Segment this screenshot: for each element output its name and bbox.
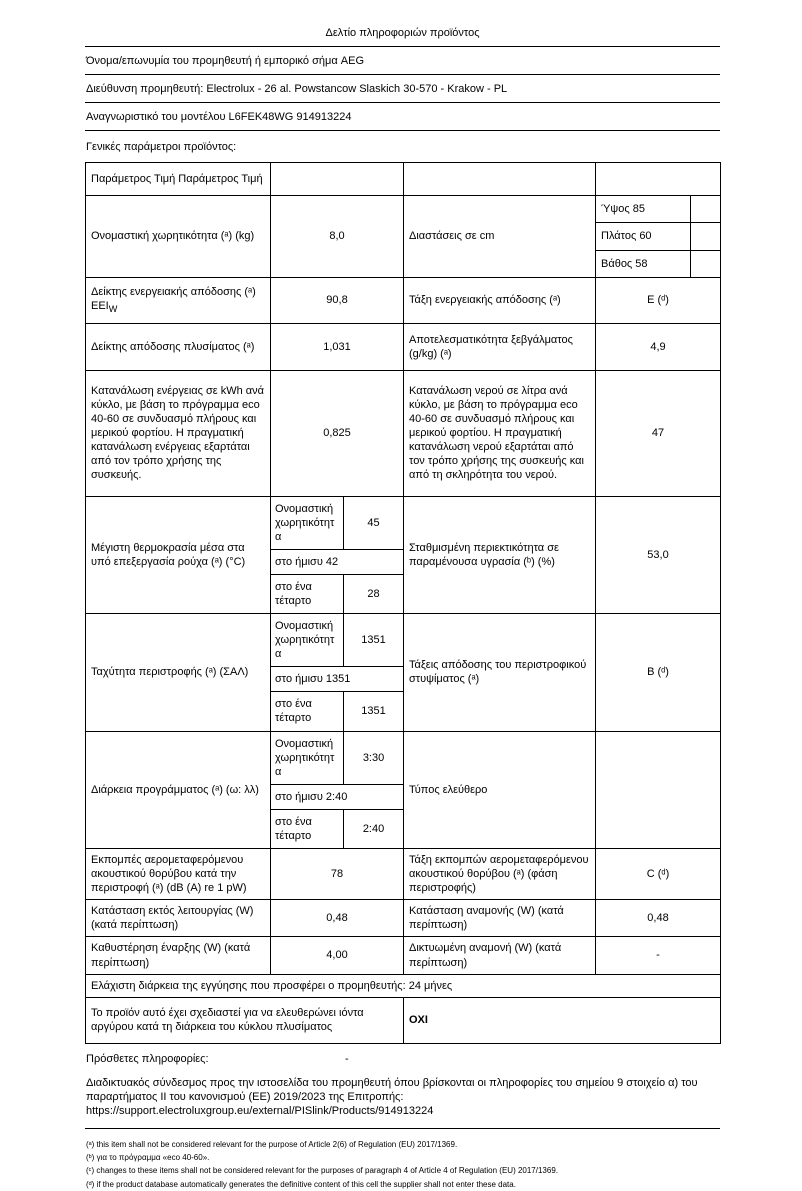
- type-value: ελεύθερο: [442, 783, 488, 796]
- sub-value: 2:40: [325, 790, 348, 803]
- param-label: Το προϊόν αυτό έχει σχεδιαστεί για να ελευθερώνει ιόντα αργύρου κατά τη διάρκεια του κύκλου πλυσίματος: [86, 997, 404, 1043]
- param-label: Μέγιστη θερμοκρασία μέσα στα υπό επεξεργασία ρούχα (ᵃ) (°C): [86, 496, 271, 613]
- dimension-value: 60: [639, 230, 652, 243]
- sub-value: 3:30: [362, 751, 385, 764]
- general-parameters-heading: Γενικές παράμετροι προϊόντος:: [86, 141, 237, 154]
- sub-value: 45: [367, 516, 380, 529]
- weblink-label: Διαδικτυακός σύνδεσμος προς την ιστοσελίδα του προμηθευτή όπου βρίσκονται οι πληροφορίες του σημείου 9 στοιχείο α) του παραρτήματος II του κανονισμού (ΕΕ) 2019/2023 της Επιτροπής:: [86, 1076, 698, 1103]
- parameters-table: [85, 162, 721, 1043]
- param-value: C (ᵈ): [596, 849, 721, 900]
- dimension-label: Ύψος: [601, 203, 630, 216]
- param-value: 90,8: [271, 277, 404, 323]
- subtable-row: [271, 732, 403, 785]
- type-label: Τύπος: [409, 783, 440, 796]
- sub-value: 28: [344, 574, 403, 613]
- dimensions-cell: [596, 196, 721, 277]
- dimension-cell: [596, 223, 691, 250]
- model-value: L6FEK48WG 914913224: [228, 111, 352, 124]
- supplier-row: [85, 47, 720, 75]
- sub-label: στο ήμισυ: [275, 790, 323, 803]
- subtable-row: [271, 574, 403, 613]
- table-header-row: [86, 163, 721, 196]
- spin-speed-row: [86, 614, 721, 731]
- empty-header-cell: [596, 163, 721, 196]
- param-label: Ονομαστική χωρητικότητα (ᵃ) (kg): [86, 196, 271, 277]
- sub-label: στο ένα τέταρτο: [271, 809, 344, 848]
- model-label: Αναγνωριστικό του μοντέλου: [86, 111, 226, 124]
- dimension-label: Βάθος: [601, 257, 633, 270]
- weblink-row: [85, 1071, 720, 1129]
- temperature-subtable: [271, 497, 403, 613]
- supplier-label: Όνομα/επωνυμία του προμηθευτή ή εμπορικό σήμα: [86, 55, 338, 68]
- supplier-link[interactable]: https://support.electroluxgroup.eu/external/PISlink/Products/914913224: [86, 1104, 434, 1117]
- sub-value: 1351: [361, 634, 386, 647]
- energy-index-row: [86, 277, 721, 323]
- address-value: Electrolux - 26 al. Powstancow Slaskich 30-570 - Krakow - PL: [206, 83, 508, 96]
- sub-value: 42: [325, 555, 339, 568]
- table-header-cell: Παράμετρος Τιμή Παράμετρος Τιμή: [86, 163, 271, 196]
- param-value: ΟΧΙ: [404, 997, 721, 1043]
- param-label: Τάξεις απόδοσης του περιστροφικού στυψίματος (ᵃ): [404, 614, 596, 731]
- param-value: -: [596, 937, 721, 974]
- capacity-row: [86, 196, 721, 277]
- param-value: 0,48: [271, 900, 404, 937]
- param-label: Δείκτης απόδοσης πλυσίματος (ᵃ): [86, 323, 271, 370]
- warranty-cell: [86, 974, 721, 997]
- param-label: Διάρκεια προγράμματος (ᵃ) (ω: λλ): [86, 731, 271, 848]
- subtable-row: [271, 667, 403, 692]
- duration-subtable: [271, 732, 403, 848]
- sub-value: 1351: [344, 692, 403, 731]
- empty-header-cell: [404, 163, 596, 196]
- sub-label: Ονομαστική χωρητικότητα: [271, 732, 344, 785]
- spin-subtable: [271, 614, 403, 730]
- duration-subtable-cell: [271, 731, 404, 848]
- delay-start-row: [86, 937, 721, 974]
- param-value: 0,825: [271, 370, 404, 496]
- noise-row: [86, 849, 721, 900]
- dimension-cell: [596, 250, 691, 277]
- power-off-row: [86, 900, 721, 937]
- washing-index-row: [86, 323, 721, 370]
- footnotes: [85, 1129, 720, 1191]
- additional-info-label: Πρόσθετες πληροφορίες:: [86, 1052, 209, 1065]
- param-label: Κατανάλωση νερού σε λίτρα ανά κύκλο, με βάση το πρόγραμμα eco 40-60 σε συνδυασμό πλήρους και μερικού φορτίου. Η πραγματική κατανάλωση νερού εξαρτάται από τον τρόπο χρήσης της συσκευής και από τη σκληρότητα του νερού.: [404, 370, 596, 496]
- empty-cell: [596, 731, 721, 848]
- sub-label: στο ένα τέταρτο: [271, 692, 344, 731]
- param-label: [86, 277, 271, 323]
- sub-combined: [271, 667, 403, 692]
- param-value: 78: [271, 849, 404, 900]
- param-label: Τάξη εκπομπών αερομεταφερόμενου ακουστικού θορύβου (ᵃ) (φάση περιστροφής): [404, 849, 596, 900]
- param-label: Κατάσταση εκτός λειτουργίας (W) (κατά περίπτωση): [86, 900, 271, 937]
- subtable-row: [271, 549, 403, 574]
- eei-subscript: W: [108, 303, 118, 314]
- sub-label: Ονομαστική χωρητικότητα: [271, 614, 344, 667]
- temperature-row: [86, 496, 721, 613]
- empty-cell: [691, 223, 720, 250]
- additional-info-value: -: [345, 1052, 349, 1065]
- sub-value: 1351: [325, 673, 351, 686]
- param-value: B (ᵈ): [596, 614, 721, 731]
- param-label: Ταχύτητα περιστροφής (ᵃ) (ΣΑΛ): [86, 614, 271, 731]
- address-label: Διεύθυνση προμηθευτή:: [86, 83, 204, 96]
- model-row: [85, 103, 720, 131]
- temperature-subtable-cell: [271, 496, 404, 613]
- empty-cell: [691, 196, 720, 223]
- dimension-row: [596, 223, 720, 250]
- eei-label: Δείκτης ενεργειακής απόδοσης (ᵃ) EEI: [91, 285, 256, 312]
- sub-label: Ονομαστική χωρητικότητα: [271, 497, 344, 550]
- dimension-value: 85: [632, 203, 645, 216]
- subtable-row: [271, 692, 403, 731]
- param-value: E (ᵈ): [596, 277, 721, 323]
- sub-value: 2:40: [344, 809, 403, 848]
- spin-subtable-cell: [271, 614, 404, 731]
- sub-label: στο ένα τέταρτο: [271, 574, 344, 613]
- subtable-row: [271, 809, 403, 848]
- param-value: 1,031: [271, 323, 404, 370]
- sub-combined: [271, 549, 403, 574]
- dimension-label: Πλάτος: [601, 230, 637, 243]
- subtable-row: [271, 784, 403, 809]
- footnote-c: (ᶜ) changes to these items shall not be considered relevant for the purposes of paragraph 4 of Article 4 of Regulation (EU) 2017/1369.: [86, 1166, 558, 1176]
- param-label: Τάξη ενεργειακής απόδοσης (ᵃ): [404, 277, 596, 323]
- page-title: Δελτίο πληροφοριών προϊόντος: [85, 24, 720, 47]
- duration-row: [86, 731, 721, 848]
- footnote-a: (ᵃ) this item shall not be considered relevant for the purpose of Article 2(6) of Regulation (EU) 2017/1369.: [86, 1139, 458, 1149]
- param-value: 0,48: [596, 900, 721, 937]
- dimension-value: 58: [635, 257, 648, 270]
- param-label: Διαστάσεις σε cm: [404, 196, 596, 277]
- silver-ions-row: [86, 997, 721, 1043]
- warranty-label: Ελάχιστη διάρκεια της εγγύησης που προσφέρει ο προμηθευτής:: [91, 979, 406, 992]
- subtable-row: [271, 497, 403, 550]
- param-label: Σταθμισμένη περιεκτικότητα σε παραμένουσα υγρασία (ᵇ) (%): [404, 496, 596, 613]
- dimensions-table: [596, 196, 720, 276]
- param-label: Αποτελεσματικότητα ξεβγάλματος (g/kg) (ᵃ): [404, 323, 596, 370]
- param-value: 4,9: [596, 323, 721, 370]
- sub-label: στο ήμισυ: [275, 673, 323, 686]
- param-value: 53,0: [596, 496, 721, 613]
- additional-info-row: [85, 1044, 720, 1071]
- subtable-row: [271, 614, 403, 667]
- footnote-d: (ᵈ) if the product database automatically generates the definitive content of this cell the supplier shall not enter these data.: [86, 1179, 516, 1189]
- empty-cell: [691, 250, 720, 277]
- footnote-b: (ᵇ) για το πρόγραμμα «eco 40-60».: [86, 1153, 210, 1163]
- param-label: Εκπομπές αερομεταφερόμενου ακουστικού θορύβου κατά την περιστροφή (ᵃ) (dB (A) re 1 pW): [86, 849, 271, 900]
- param-label: Καθυστέρηση έναρξης (W) (κατά περίπτωση): [86, 937, 271, 974]
- param-value: 4,00: [271, 937, 404, 974]
- dimension-row: [596, 250, 720, 277]
- empty-header-cell: [271, 163, 404, 196]
- dimension-row: [596, 196, 720, 223]
- param-label: Κατανάλωση ενέργειας σε kWh ανά κύκλο, με βάση το πρόγραμμα eco 40-60 σε συνδυασμό πλήρους και μερικού φορτίου. Η πραγματική κατανάλωση ενέργειας εξαρτάται από τον τρόπο χρήσης της συσκευής.: [86, 370, 271, 496]
- supplier-value: AEG: [340, 55, 364, 68]
- param-label: Κατάσταση αναμονής (W) (κατά περίπτωση): [404, 900, 596, 937]
- sub-label: στο ήμισυ: [275, 555, 323, 568]
- address-row: [85, 75, 720, 103]
- warranty-value: 24 μήνες: [408, 979, 453, 992]
- param-label: Δικτυωμένη αναμονή (W) (κατά περίπτωση): [404, 937, 596, 974]
- consumption-row: [86, 370, 721, 496]
- param-value: 47: [596, 370, 721, 496]
- param-value: 8,0: [271, 196, 404, 277]
- type-cell: [404, 731, 596, 848]
- dimension-cell: [596, 196, 691, 223]
- sub-combined: [271, 784, 403, 809]
- warranty-row: [86, 974, 721, 997]
